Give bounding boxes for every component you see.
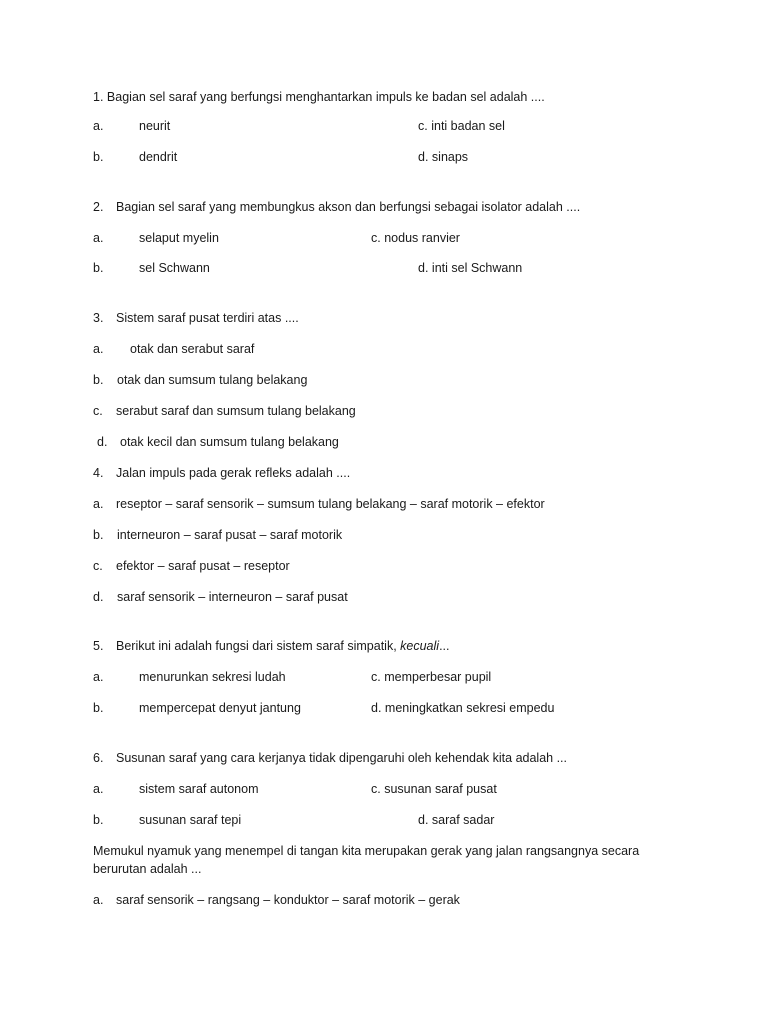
option-b [93, 527, 342, 543]
option-text: neurit [139, 119, 171, 133]
option-letter: a. [93, 670, 104, 684]
option-c [418, 118, 505, 134]
option-letter: d. [97, 435, 108, 449]
option-text: serabut saraf dan sumsum tulang belakang [116, 404, 356, 418]
option-a [93, 496, 545, 512]
question-number: 5. [93, 639, 104, 653]
option-letter: d. [418, 261, 429, 275]
option-text: interneuron – saraf pusat – saraf motorik [117, 528, 343, 542]
option-letter: c. [418, 119, 428, 133]
question-5 [93, 638, 450, 654]
option-letter: d. [371, 701, 382, 715]
question-text: Jalan impuls pada gerak refleks adalah .... [116, 466, 351, 480]
option-letter: c. [93, 404, 103, 418]
option-text: otak dan serabut saraf [130, 342, 255, 356]
option-d [418, 812, 494, 828]
option-c [371, 669, 491, 685]
option-text: mempercepat denyut jantung [139, 701, 301, 715]
option-text: otak kecil dan sumsum tulang belakang [120, 435, 339, 449]
question-number: 4. [93, 466, 104, 480]
option-letter: d. [93, 590, 104, 604]
option-text: meningkatkan sekresi empedu [384, 701, 555, 715]
option-c [371, 230, 460, 246]
option-letter: c. [93, 559, 103, 573]
option-text: susunan saraf tepi [139, 813, 242, 827]
option-text: memperbesar pupil [384, 670, 492, 684]
option-c [371, 781, 497, 797]
option-d [418, 149, 468, 165]
question-text: Bagian sel saraf yang berfungsi menghantarkan impuls ke badan sel adalah .... [106, 90, 545, 104]
question-text: Bagian sel saraf yang membungkus akson dan berfungsi sebagai isolator adalah .... [116, 200, 581, 214]
option-d [371, 700, 554, 716]
option-text: saraf sensorik – rangsang – konduktor – saraf motorik – gerak [116, 893, 460, 907]
option-letter: b. [93, 373, 104, 387]
option-text: sinaps [431, 150, 469, 164]
question-6 [93, 750, 567, 766]
option-text: efektor – saraf pusat – reseptor [116, 559, 290, 573]
option-text: inti sel Schwann [431, 261, 523, 275]
question-number: 3. [93, 311, 104, 325]
option-letter: d. [418, 813, 429, 827]
option-letter: b. [93, 150, 104, 164]
option-text: dendrit [139, 150, 178, 164]
option-letter: b. [93, 701, 104, 715]
option-text: selaput myelin [139, 231, 219, 245]
option-letter: a. [93, 782, 104, 796]
question-text-end: ... [439, 639, 450, 653]
question-emphasis: kecuali [400, 639, 440, 653]
option-a [93, 892, 460, 908]
option-letter: b. [93, 261, 104, 275]
option-text: otak dan sumsum tulang belakang [117, 373, 308, 387]
option-letter: a. [93, 497, 104, 511]
option-d [418, 260, 522, 276]
option-letter: b. [93, 813, 104, 827]
question-number: 1. [93, 90, 104, 104]
option-d [97, 434, 339, 450]
option-letter: b. [93, 528, 104, 542]
option-text: saraf sensorik – interneuron – saraf pusat [117, 590, 348, 604]
question-text: Sistem saraf pusat terdiri atas .... [116, 311, 299, 325]
question-1 [93, 89, 545, 105]
question-text: Berikut ini adalah fungsi dari sistem saraf simpatik, [116, 639, 401, 653]
question-number: 2. [93, 200, 104, 214]
option-text: saraf sadar [431, 813, 495, 827]
option-letter: c. [371, 231, 381, 245]
option-text: inti badan sel [431, 119, 505, 133]
question-2 [93, 199, 580, 215]
option-letter: c. [371, 670, 381, 684]
option-text: nodus ranvier [384, 231, 460, 245]
question-7-line-2: berurutan adalah ... [93, 862, 202, 876]
question-number: 6. [93, 751, 104, 765]
option-b [93, 372, 307, 388]
option-c [93, 403, 356, 419]
option-text: susunan saraf pusat [384, 782, 497, 796]
question-7-line-1: Memukul nyamuk yang menempel di tangan kita merupakan gerak yang jalan rangsangnya secara [93, 844, 640, 858]
option-text: reseptor – saraf sensorik – sumsum tulang belakang – saraf motorik – efektor [116, 497, 545, 511]
question-3 [93, 310, 299, 326]
option-letter: d. [418, 150, 429, 164]
option-c [93, 558, 290, 574]
question-4 [93, 465, 350, 481]
option-letter: a. [93, 893, 104, 907]
question-text: Susunan saraf yang cara kerjanya tidak dipengaruhi oleh kehendak kita adalah ... [116, 751, 567, 765]
option-text: menurunkan sekresi ludah [139, 670, 286, 684]
option-letter: a. [93, 342, 104, 356]
option-letter: a. [93, 119, 104, 133]
option-text: sel Schwann [139, 261, 210, 275]
option-a [93, 341, 254, 357]
option-text: sistem saraf autonom [139, 782, 259, 796]
option-letter: c. [371, 782, 381, 796]
option-d [93, 589, 348, 605]
option-letter: a. [93, 231, 104, 245]
